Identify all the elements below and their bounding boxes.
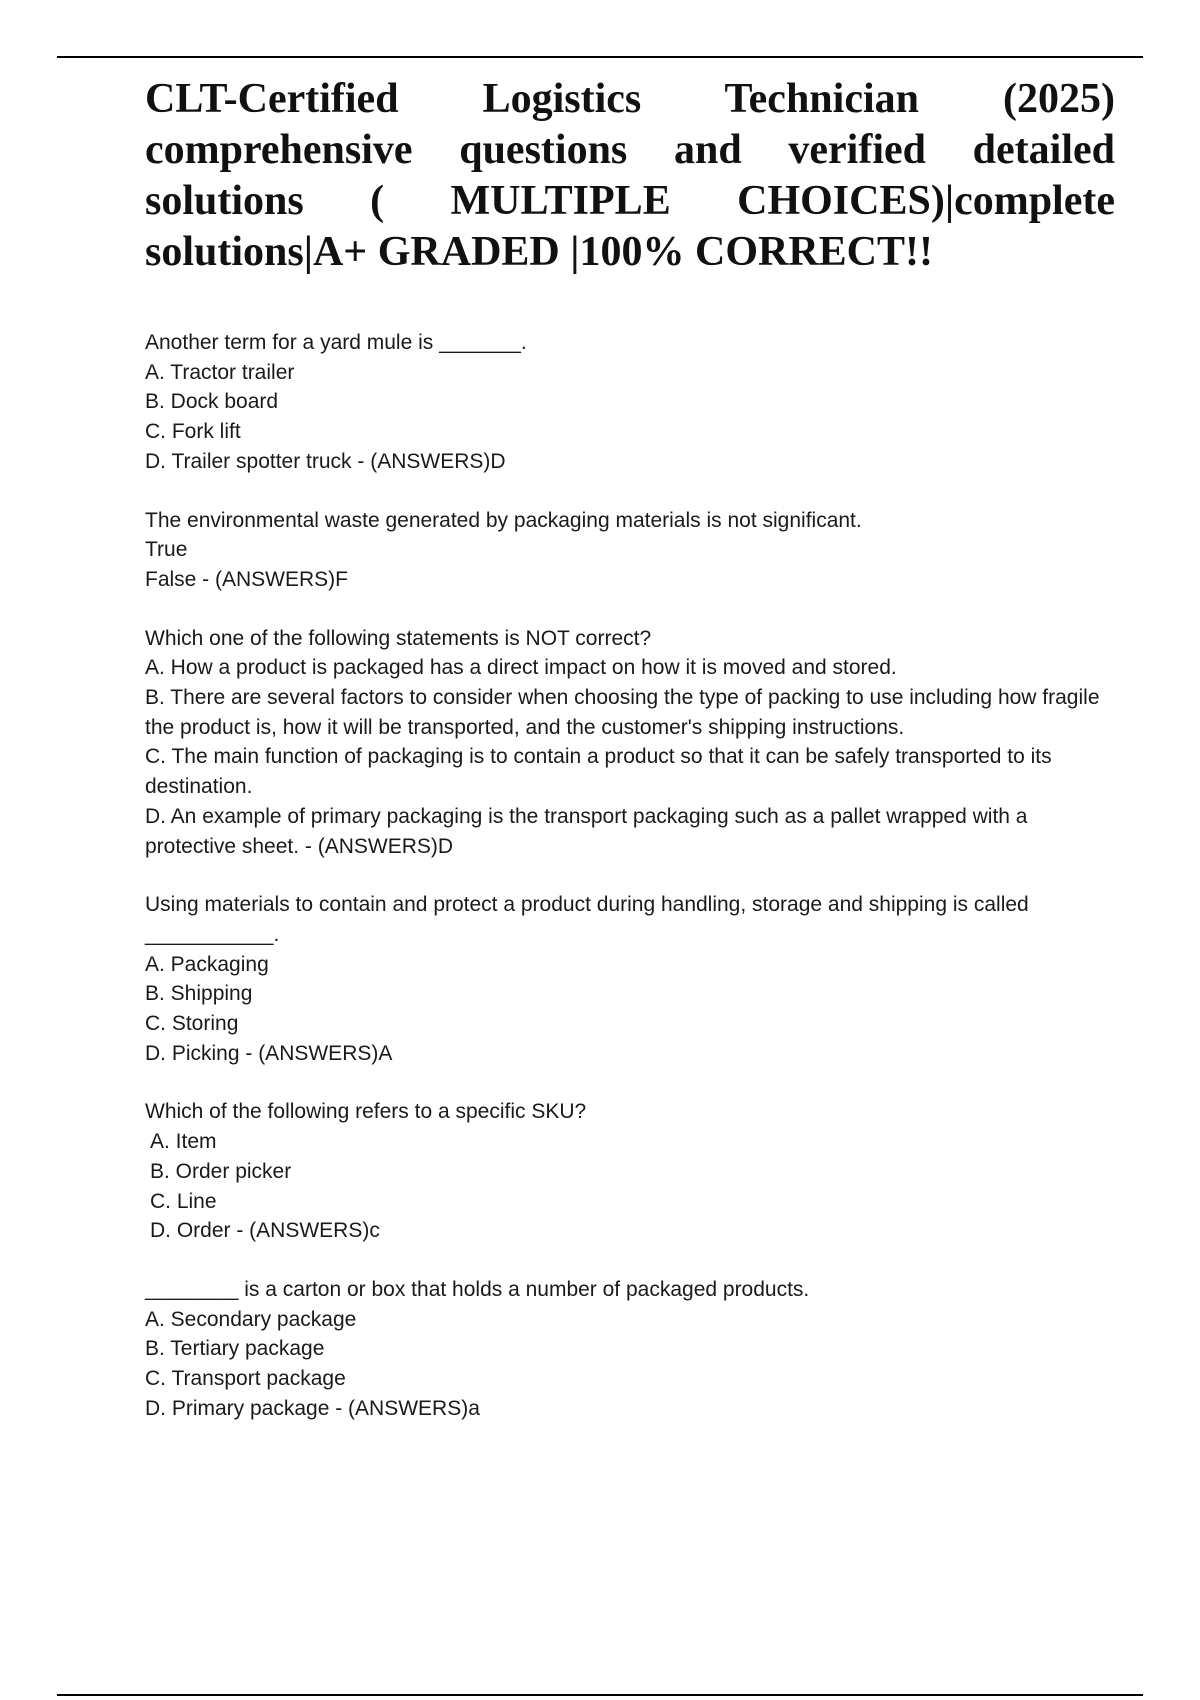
answer-option: B. Shipping: [145, 982, 253, 1006]
question-prompt: The environmental waste generated by packaging materials is not significant.: [145, 508, 862, 532]
answer-option: B. Dock board: [145, 390, 279, 414]
answer-option: A. Tractor trailer: [145, 360, 295, 384]
question-prompt: Another term for a yard mule is _______.: [145, 331, 527, 354]
answer-option: D. Primary package - (ANSWERS)a: [145, 1396, 480, 1420]
question-3: [145, 624, 1115, 862]
answer-option: A. Secondary package: [145, 1307, 357, 1331]
answer-option: A. How a product is packaged has a direct impact on how it is moved and stored.: [145, 656, 897, 680]
question-4: [145, 890, 1115, 1068]
answer-option: B. Tertiary package: [145, 1337, 325, 1361]
answer-option: C. Storing: [145, 1012, 239, 1036]
question-prompt: Which of the following refers to a specific SKU?: [145, 1100, 587, 1124]
answer-option: A. Packaging: [145, 952, 269, 976]
answer-option: D. Picking - (ANSWERS)A: [145, 1041, 393, 1065]
question-1: [145, 328, 1115, 477]
answer-option: D. Trailer spotter truck - (ANSWERS)D: [145, 449, 506, 473]
answer-option: B. Order picker: [150, 1159, 292, 1183]
answer-option: D. Order - (ANSWERS)c: [150, 1219, 380, 1243]
bottom-rule: [57, 1694, 1143, 1696]
answer-option: B. There are several factors to consider when choosing the type of packing to use including how fragile the product is, how it will be transported, and the customer's shipping instructions.: [145, 686, 1106, 739]
question-5: [145, 1097, 1115, 1246]
answer-option: False - (ANSWERS)F: [145, 567, 349, 591]
document-title: CLT-Certified Logistics Technician (2025) comprehensive questions and verified detailed solutions ( MULTIPLE CHOICES)|complete solutions|A+ GRADED |100% CORRECT!!: [145, 76, 1115, 275]
answer-option: C. Fork lift: [145, 420, 241, 444]
answer-option: True: [145, 538, 188, 562]
question-prompt: Which one of the following statements is NOT correct?: [145, 626, 652, 650]
question-6: [145, 1275, 1115, 1424]
document-body: [145, 74, 1115, 1453]
answer-option: A. Item: [150, 1130, 217, 1154]
answer-option: D. An example of primary packaging is the transport packaging such as a pallet wrapped with a protective sheet. - (ANSWERS)D: [145, 804, 1034, 858]
answer-option: C. Line: [150, 1189, 217, 1213]
question-2: [145, 506, 1115, 595]
top-rule: [57, 56, 1143, 58]
answer-option: C. The main function of packaging is to contain a product so that it can be safely transported to its destination.: [145, 745, 1058, 799]
question-prompt: ________ is a carton or box that holds a number of packaged products.: [145, 1277, 810, 1301]
answer-option: C. Transport package: [145, 1367, 346, 1391]
question-prompt: Using materials to contain and protect a product during handling, storage and shipping is called ___________.: [145, 893, 1035, 946]
question-list: [145, 328, 1115, 1424]
